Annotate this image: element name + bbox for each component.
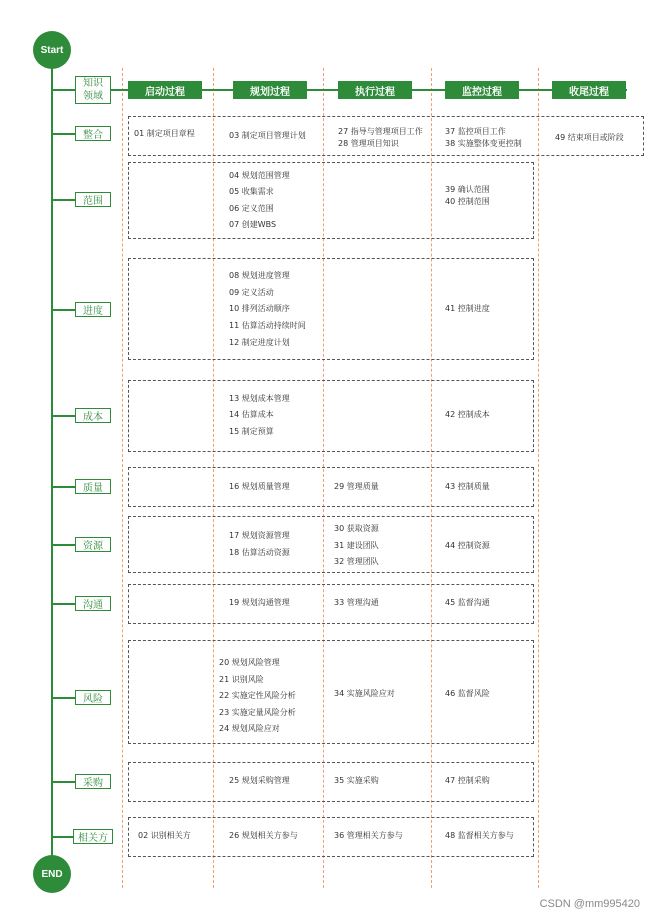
area-integration: 整合	[75, 126, 111, 141]
process-item: 02 识别相关方	[138, 831, 191, 840]
process-item: 35 实施采购	[334, 776, 379, 785]
process-item: 08 规划进度管理	[229, 271, 290, 280]
process-item: 25 规划采购管理	[229, 776, 290, 785]
area-cost: 成本	[75, 408, 111, 423]
process-item: 30 获取资源	[334, 524, 379, 533]
process-item: 19 规划沟通管理	[229, 598, 290, 607]
process-item: 16 规划质量管理	[229, 482, 290, 491]
process-item: 13 规划成本管理	[229, 394, 290, 403]
process-item: 10 排列活动顺序	[229, 304, 290, 313]
process-item: 22 实施定性风险分析	[219, 691, 296, 700]
group-planning: 规划过程	[233, 81, 307, 99]
process-item: 46 监督风险	[445, 689, 490, 698]
connector	[52, 603, 76, 605]
process-item: 34 实施风险应对	[334, 689, 395, 698]
process-item: 38 实施整体变更控制	[445, 139, 522, 148]
process-item: 28 管理项目知识	[338, 139, 399, 148]
area-scope: 范围	[75, 192, 111, 207]
connector	[52, 309, 76, 311]
process-item: 01 制定项目章程	[134, 129, 195, 138]
connector	[52, 89, 76, 91]
connector	[52, 544, 76, 546]
group-initiating: 启动过程	[128, 81, 202, 99]
end-node: END	[33, 855, 71, 893]
area-risk: 风险	[75, 690, 111, 705]
process-item: 05 收集需求	[229, 187, 274, 196]
process-item: 21 识别风险	[219, 675, 264, 684]
connector	[52, 697, 76, 699]
group-closing: 收尾过程	[552, 81, 626, 99]
connector	[52, 781, 76, 783]
area-stakeholder: 相关方	[73, 829, 113, 844]
timeline-spine	[51, 68, 53, 858]
process-item: 15 制定预算	[229, 427, 274, 436]
process-item: 29 管理质量	[334, 482, 379, 491]
group-executing: 执行过程	[338, 81, 412, 99]
process-item: 12 制定进度计划	[229, 338, 290, 347]
process-item: 26 规划相关方参与	[229, 831, 298, 840]
start-node: Start	[33, 31, 71, 69]
process-item: 42 控制成本	[445, 410, 490, 419]
connector	[52, 199, 76, 201]
column-divider	[538, 68, 539, 888]
process-item: 18 估算活动资源	[229, 548, 290, 557]
process-item: 33 管理沟通	[334, 598, 379, 607]
process-item: 32 管理团队	[334, 557, 379, 566]
row-header-line1: 知识	[83, 78, 103, 89]
process-item: 40 控制范围	[445, 197, 490, 206]
process-item: 24 规划风险应对	[219, 724, 280, 733]
process-item: 31 建设团队	[334, 541, 379, 550]
area-schedule: 进度	[75, 302, 111, 317]
process-item: 04 规划范围管理	[229, 171, 290, 180]
process-item: 36 管理相关方参与	[334, 831, 403, 840]
column-divider	[122, 68, 123, 888]
process-item: 06 定义范围	[229, 204, 274, 213]
watermark: CSDN @mm995420	[539, 898, 640, 910]
process-item: 27 指导与管理项目工作	[338, 127, 423, 136]
process-item: 39 确认范围	[445, 185, 490, 194]
process-item: 03 制定项目管理计划	[229, 131, 306, 140]
area-resource: 资源	[75, 537, 111, 552]
process-item: 11 估算活动持续时间	[229, 321, 306, 330]
process-item: 45 监督沟通	[445, 598, 490, 607]
process-item: 14 估算成本	[229, 410, 274, 419]
process-item: 43 控制质量	[445, 482, 490, 491]
process-item: 47 控制采购	[445, 776, 490, 785]
group-monitoring: 监控过程	[445, 81, 519, 99]
process-item: 09 定义活动	[229, 288, 274, 297]
process-item: 20 规划风险管理	[219, 658, 280, 667]
row-header-line2: 领域	[83, 91, 103, 102]
process-item: 41 控制进度	[445, 304, 490, 313]
row-header	[75, 76, 111, 104]
area-procurement: 采购	[75, 774, 111, 789]
process-item: 37 监控项目工作	[445, 127, 506, 136]
connector	[52, 486, 76, 488]
connector	[52, 133, 76, 135]
process-item: 23 实施定量风险分析	[219, 708, 296, 717]
area-quality: 质量	[75, 479, 111, 494]
area-communication: 沟通	[75, 596, 111, 611]
process-item: 49 结束项目或阶段	[555, 133, 624, 142]
connector	[52, 415, 76, 417]
process-item: 17 规划资源管理	[229, 531, 290, 540]
process-item: 44 控制资源	[445, 541, 490, 550]
process-item: 48 监督相关方参与	[445, 831, 514, 840]
process-item: 07 创建WBS	[229, 220, 277, 229]
